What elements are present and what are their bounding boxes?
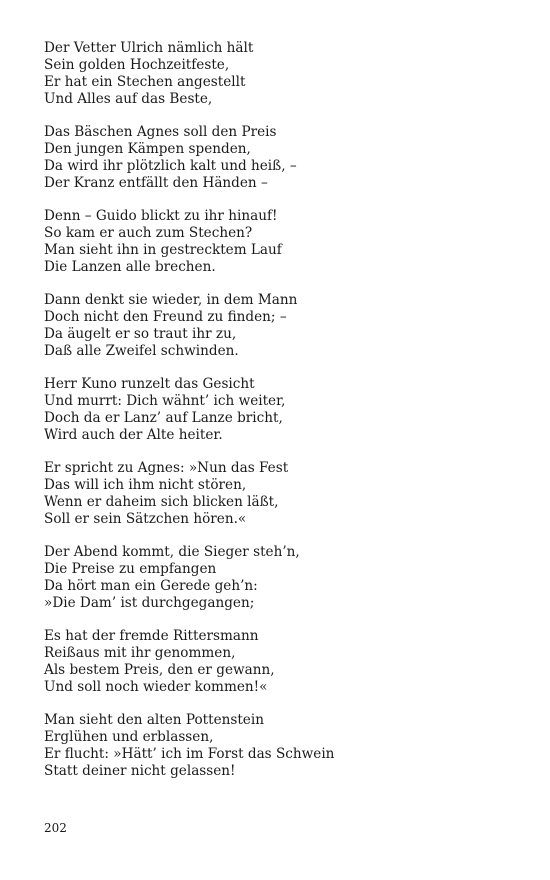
stanza-2: [44, 124, 524, 192]
stanza-4: [44, 292, 524, 360]
verse-line: Die Lanzen alle brechen.: [44, 259, 216, 275]
verse-line: Sein golden Hochzeitfeste,: [44, 57, 230, 73]
page-number: 202: [44, 821, 67, 835]
stanza-1: [44, 40, 524, 108]
stanza-3: [44, 208, 524, 276]
verse-line: Reißaus mit ihr genommen,: [44, 645, 236, 661]
verse-line: Herr Kuno runzelt das Gesicht: [44, 376, 255, 392]
verse-line: Und soll noch wieder kommen!«: [44, 679, 268, 695]
stanza-5: [44, 376, 524, 444]
verse-line: Das Bäschen Agnes soll den Preis: [44, 124, 277, 140]
verse-line: Da äugelt er so traut ihr zu,: [44, 326, 237, 342]
stanza-9: [44, 712, 524, 780]
verse-line: Und murrt: Dich wähnt’ ich weiter,: [44, 393, 286, 409]
verse-line: Erglühen und erblassen,: [44, 729, 214, 745]
verse-line: Es hat der fremde Rittersmann: [44, 628, 259, 644]
verse-line: Man sieht den alten Pottenstein: [44, 712, 264, 728]
verse-line: So kam er auch zum Stechen?: [44, 225, 253, 241]
poem: [44, 40, 524, 796]
verse-line: Dann denkt sie wieder, in dem Mann: [44, 292, 298, 308]
verse-line: Er spricht zu Agnes: »Nun das Fest: [44, 460, 289, 476]
verse-line: Denn – Guido blickt zu ihr hinauf!: [44, 208, 278, 224]
stanza-8: [44, 628, 524, 696]
verse-line: Doch da er Lanz’ auf Lanze bricht,: [44, 410, 283, 426]
verse-line: Das will ich ihm nicht stören,: [44, 477, 247, 493]
verse-line: Daß alle Zweifel schwinden.: [44, 343, 239, 359]
verse-line: Der Kranz entfällt den Händen –: [44, 175, 268, 191]
verse-line: Den jungen Kämpen spenden,: [44, 141, 251, 157]
verse-line: »Die Dam’ ist durchgegangen;: [44, 595, 255, 611]
verse-line: Wenn er daheim sich blicken läßt,: [44, 494, 279, 510]
stanza-7: [44, 544, 524, 612]
verse-line: Der Vetter Ulrich nämlich hält: [44, 40, 254, 56]
verse-line: Als bestem Preis, den er gewann,: [44, 662, 275, 678]
verse-line: Er flucht: »Hätt’ ich im Forst das Schwein: [44, 746, 335, 762]
stanza-6: [44, 460, 524, 528]
verse-line: Soll er sein Sätzchen hören.«: [44, 511, 247, 527]
verse-line: Da hört man ein Gerede geh’n:: [44, 578, 258, 594]
verse-line: Die Preise zu empfangen: [44, 561, 217, 577]
verse-line: Der Abend kommt, die Sieger steh’n,: [44, 544, 300, 560]
verse-line: Da wird ihr plötzlich kalt und heiß, –: [44, 158, 297, 174]
verse-line: Wird auch der Alte heiter.: [44, 427, 223, 443]
verse-line: Doch nicht den Freund zu finden; –: [44, 309, 287, 325]
verse-line: Man sieht ihn in gestrecktem Lauf: [44, 242, 282, 258]
verse-line: Statt deiner nicht gelassen!: [44, 763, 236, 779]
verse-line: Er hat ein Stechen angestellt: [44, 74, 246, 90]
verse-line: Und Alles auf das Beste,: [44, 91, 213, 107]
